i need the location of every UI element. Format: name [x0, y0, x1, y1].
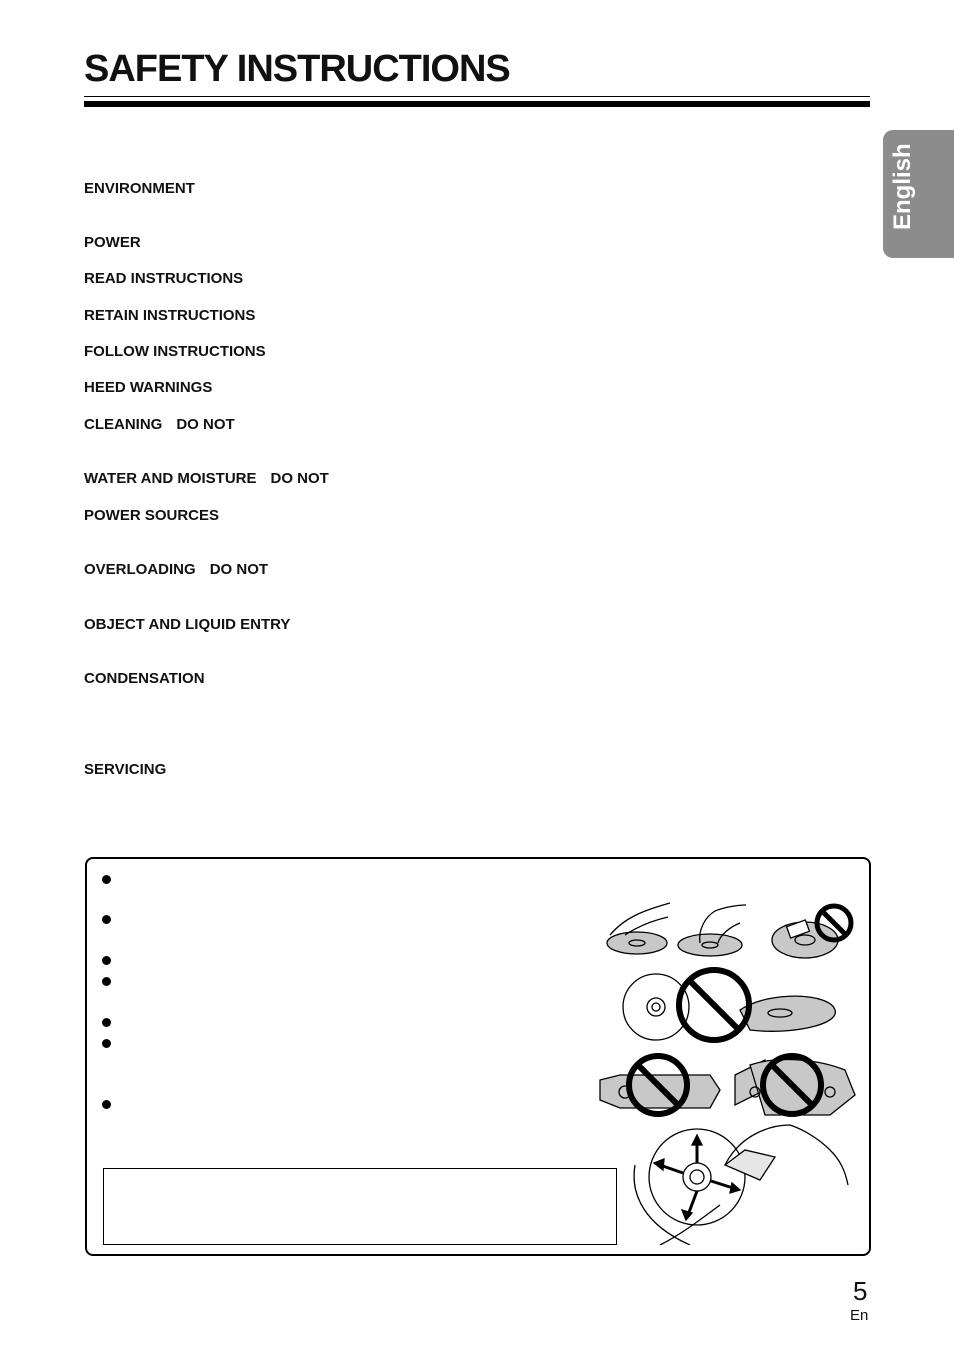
heading-heed-warnings: HEED WARNINGS	[84, 379, 213, 396]
bullet-marker	[102, 915, 111, 924]
language-tab	[883, 130, 954, 258]
heading-retain-instructions: RETAIN INSTRUCTIONS	[84, 307, 256, 324]
heading-object-and-liquid-entry: OBJECT AND LIQUID ENTRY	[84, 616, 291, 633]
disc-icon	[607, 903, 670, 954]
heading-servicing: SERVICING	[84, 761, 167, 778]
heading-environment: ENVIRONMENT	[84, 180, 195, 197]
heading-water-and-moisture: WATER AND MOISTURE DO NOT	[84, 470, 329, 487]
do-not-emphasis: DO NOT	[176, 416, 235, 433]
bullet-marker	[102, 1100, 111, 1109]
heading-condensation: CONDENSATION	[84, 670, 205, 687]
bullet-marker	[102, 875, 111, 884]
heading-power-sources: POWER SOURCES	[84, 507, 220, 524]
page-title: SAFETY INSTRUCTIONS	[84, 48, 510, 90]
heading-follow-instructions: FOLLOW INSTRUCTIONS	[84, 343, 266, 360]
page-language-code: En	[850, 1307, 869, 1324]
disc-care-inner-box	[103, 1168, 617, 1245]
disc-cleaning-illustration	[634, 1125, 848, 1245]
heading-cleaning: CLEANING DO NOT	[84, 416, 235, 433]
page-number: 5	[853, 1276, 868, 1306]
disc-icon	[623, 974, 835, 1040]
bullet-marker	[102, 1018, 111, 1027]
do-not-emphasis: DO NOT	[209, 561, 269, 578]
bullet-marker	[102, 1039, 111, 1048]
heading-overloading: OVERLOADING DO NOT	[84, 561, 269, 578]
bullet-marker	[102, 956, 111, 965]
language-tab-label: English	[889, 143, 916, 230]
title-rule-thin	[84, 96, 870, 97]
heading-read-instructions: READ INSTRUCTIONS	[84, 270, 244, 287]
title-rule-thick	[84, 101, 870, 107]
do-not-emphasis: DO NOT	[270, 470, 329, 487]
bullet-marker	[102, 977, 111, 986]
heading-power: POWER	[84, 234, 141, 251]
disc-icon	[678, 905, 746, 956]
disc-handling-illustration	[590, 895, 860, 1245]
